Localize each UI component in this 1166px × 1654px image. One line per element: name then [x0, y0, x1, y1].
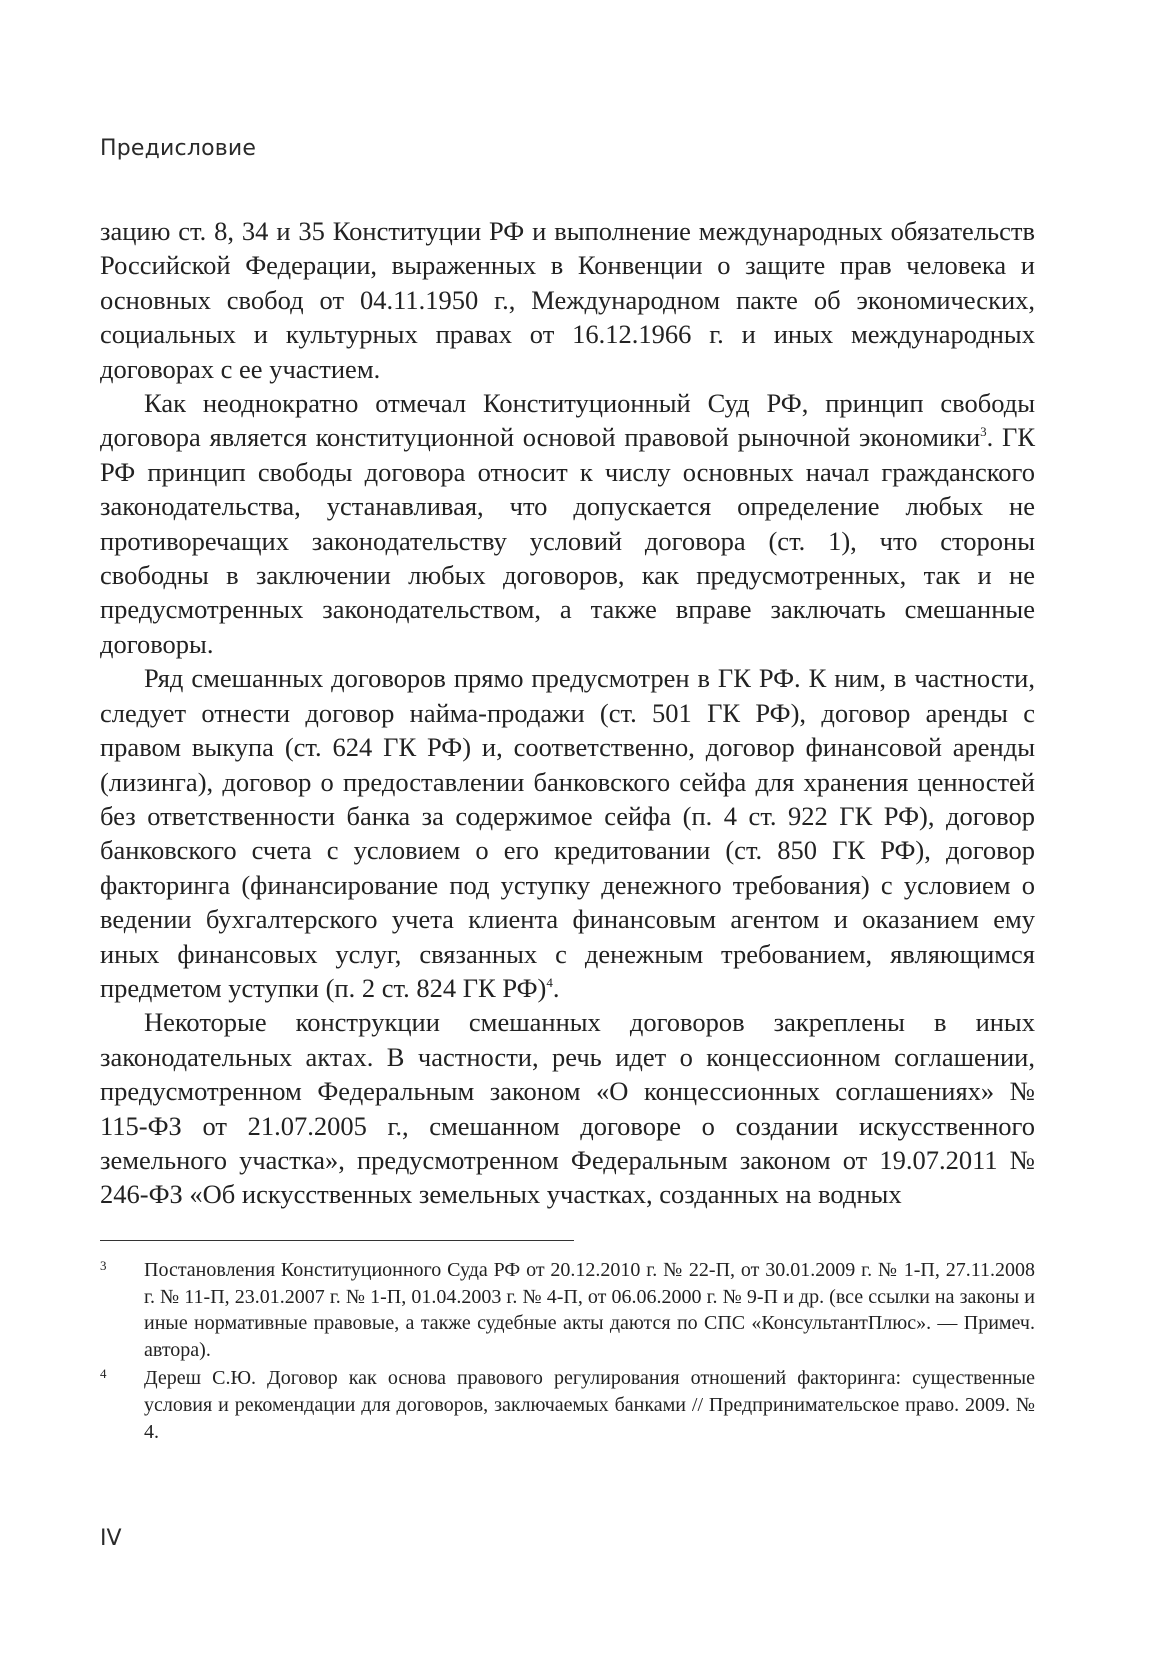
main-text [100, 214, 1035, 1212]
paragraph-text: Ряд смешанных договоров прямо предусмотрен в ГК РФ. К ним, в частности, следует отнести договор найма-продажи (ст. 501 ГК РФ), договор аренды с правом выкупа (ст. 624 ГК РФ) и, соответственно, договор финансовой аренды (лизинга), договор о предоставлении банковского сейфа для хранения ценностей без ответственности банка за содержимое сейфа (п. 4 ст. 922 ГК РФ), договор банковского счета с условием о его кредитовании (ст. 850 ГК РФ), договор факторинга (финансирование под уступку денежного требования) с условием о ведении бухгалтерского учета клиента финансовым агентом и оказанием ему иных финансовых услуг, связанных с денежным требованием, являющимся предметом уступки (п. 2 ст. 824 ГК РФ) [100, 663, 1035, 1003]
paragraph-text: . [552, 972, 560, 1003]
paragraph-mixed-contracts-gk [100, 661, 1035, 1005]
footnote-ref-4[interactable]: 4 [546, 975, 553, 991]
footnote-ref-3[interactable]: 3 [980, 424, 987, 440]
paragraph-text: . ГК РФ принцип свободы договора относит к числу основных начал гражданского законодательства, устанавливая, что допускается определение любых не противоречащих законодательству условий договора (ст. 1), что стороны свободны в заключении любых договоров, как предусмотренных, так и не предусмотренных законодательством, а также вправе заключать смешанные договоры. [100, 422, 1036, 659]
running-header: Предисловие [100, 136, 257, 161]
footnotes [100, 1257, 1035, 1447]
paragraph-text: Как неоднократно отмечал Конституционный Суд РФ, принцип свободы договора является конституционной основой правовой рыночной экономики [100, 388, 1035, 453]
paragraph-other-acts: Некоторые конструкции смешанных договоров закреплены в иных законодательных актах. В частности, речь идет о концессионном соглашении, предусмотренном Федеральным законом «О концессионных соглашениях» № 115-ФЗ от 21.07.2005 г., смешанном договоре о создании искусственного земельного участка», предусмотренном Федеральным законом от 19.07.2011 № 246-ФЗ «Об искусственных земельных участках, созданных на водных [100, 1007, 1035, 1210]
footnote-4 [100, 1365, 1035, 1445]
footnote-number: 4 [100, 1366, 107, 1382]
footnote-divider [100, 1240, 574, 1241]
footnote-text: Постановления Конституционного Суда РФ от 20.12.2010 г. № 22-П, от 30.01.2009 г. № 1-П, 27.11.2008 г. № 11-П, 23.01.2007 г. № 1-П, 01.04.2003 г. № 4-П, от 06.06.2000 г. № 9-П и др. (все ссылки на законы и иные нормативные правовые, а также судебные акты даются по СПС «КонсультантПлюс». — Примеч. автора). [144, 1259, 1035, 1361]
page-number: IV [100, 1526, 122, 1551]
footnote-text: Дереш С.Ю. Договор как основа правового регулирования отношений факторинга: существенные условия и рекомендации для договоров, заключаемых банками // Предпринимательское право. 2009. № 4. [144, 1367, 1035, 1443]
footnote-3 [100, 1257, 1035, 1363]
footnote-number: 3 [100, 1258, 107, 1273]
paragraph-freedom-of-contract [100, 386, 1035, 661]
paragraph-continuation: зацию ст. 8, 34 и 35 Конституции РФ и выполнение международных обязательств Российской Федерации, выраженных в Конвенции о защите прав человека и основных свобод от 04.11.1950 г., Международном пакте об экономических, социальных и культурных правах от 16.12.1966 г. и иных международных договорах с ее участием. [100, 216, 1035, 384]
